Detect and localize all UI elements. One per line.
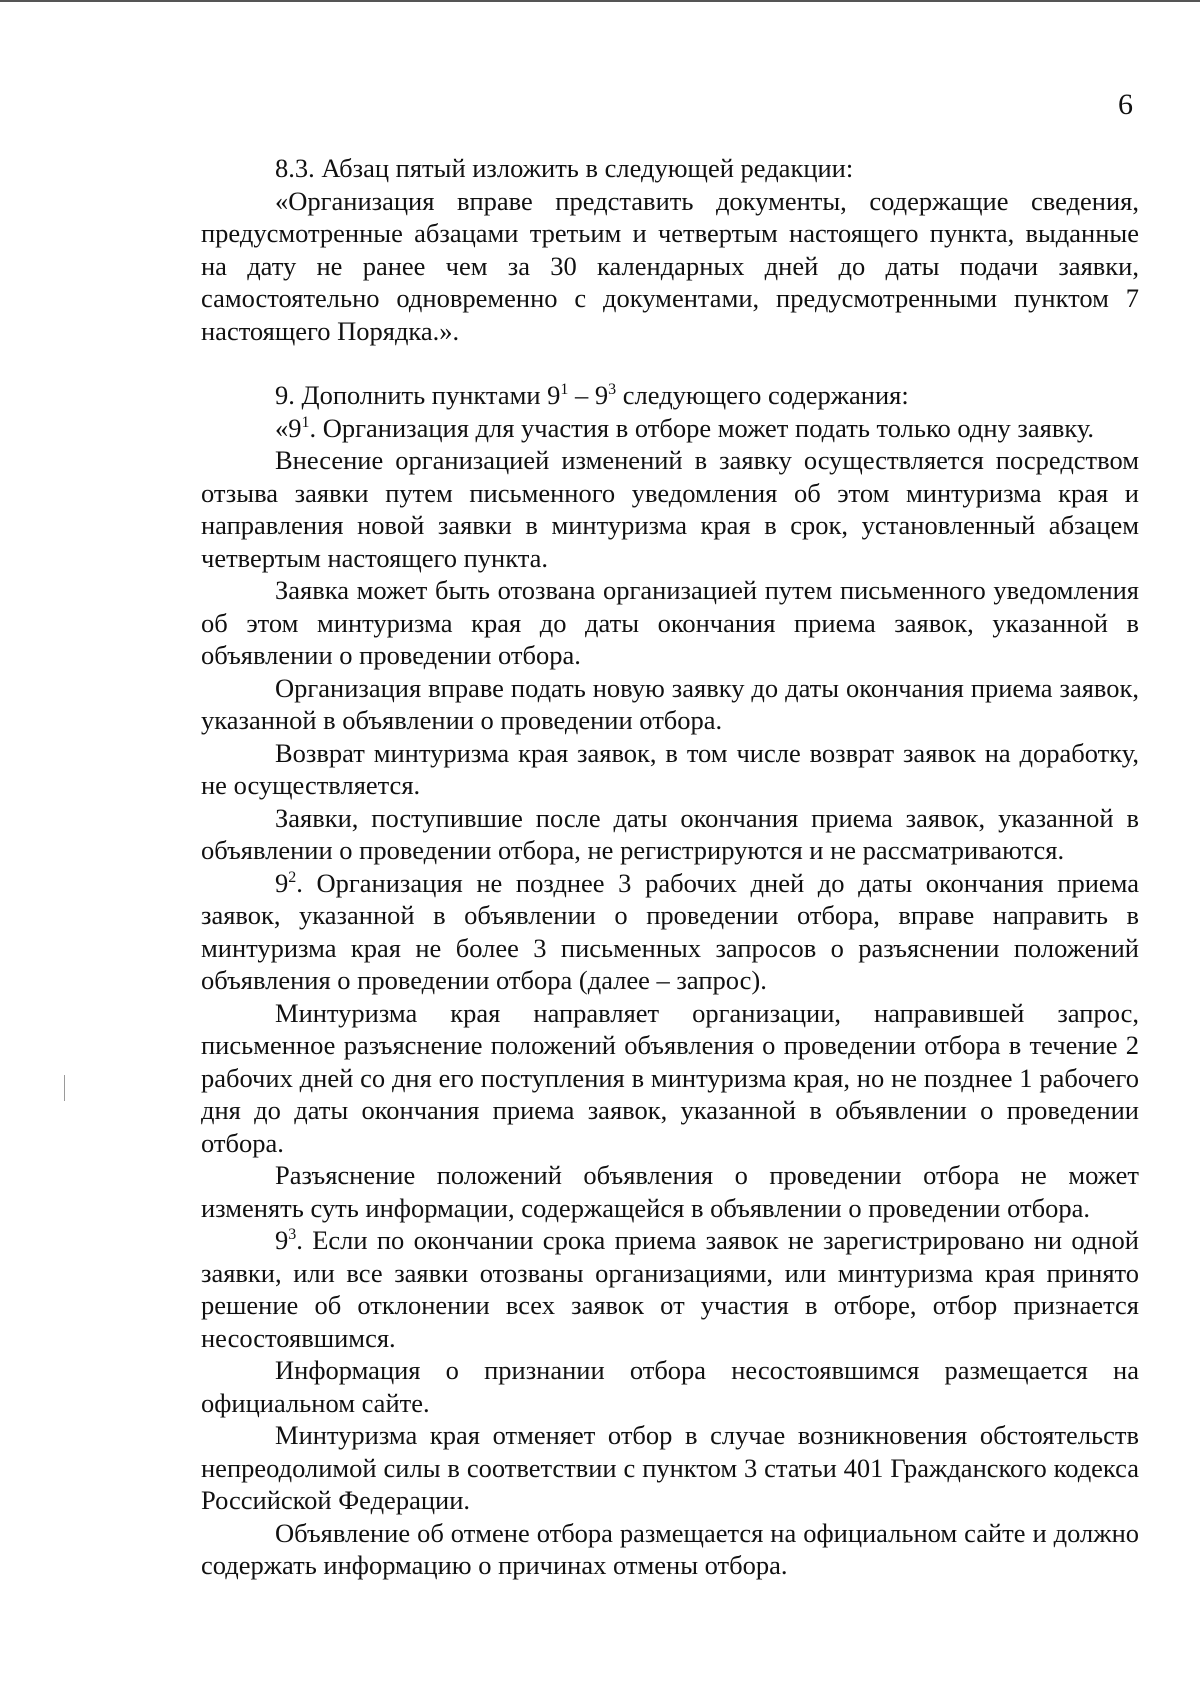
item-9-1-lead bbox=[201, 412, 1139, 445]
item-9-3-paragraph: Объявление об отмене отбора размещается на официальном сайте и должно содержать информацию о причинах отмены отбора. bbox=[201, 1517, 1139, 1580]
section-9-heading-sup1: 1 bbox=[560, 381, 569, 398]
item-9-1-text: . Организация для участия в отборе может подать только одну заявку. bbox=[309, 412, 1095, 443]
document-body bbox=[201, 152, 1139, 1582]
item-9-1-paragraph: Заявка может быть отозвана организацией путем письменного уведомления об этом минтуризма края до даты окончания приема заявок, указанной в объявлении о проведении отбора. bbox=[201, 575, 1139, 670]
item-9-1-paragraph: Организация вправе подать новую заявку до даты окончания приема заявок, указанной в объявлении о проведении отбора. bbox=[201, 672, 1139, 735]
item-9-3-paragraph: Информация о признании отбора несостоявшимся размещается на официальном сайте. bbox=[201, 1355, 1139, 1418]
section-9-heading-mid: – 9 bbox=[568, 380, 609, 410]
item-9-1-number: «9 bbox=[275, 412, 302, 443]
item-9-2-superscript: 2 bbox=[288, 868, 297, 886]
item-9-2-paragraph: Разъяснение положений объявления о проведении отбора не может изменять суть информации, содержащейся в объявлении о проведении отбора. bbox=[201, 1160, 1139, 1223]
section-9-heading-pre: 9. Дополнить пунктами 9 bbox=[275, 380, 561, 410]
item-9-2-text: . Организация не позднее 3 рабочих дней до даты окончания приема заявок, указанной в объявлении о проведении отбора, вправе направить в минтуризма края не более 3 письменных запросов о разъяснении положений объявления о проведении отбора (далее – запрос). bbox=[201, 867, 1139, 995]
item-9-2-paragraph: Минтуризма края направляет организации, направившей запрос, письменное разъяснение положений объявления о проведении отбора в течение 2 рабочих дней со дня его поступления в минтуризма края, но не позднее 1 рабочего дня до даты окончания приема заявок, указанной в объявлении о проведении отбора. bbox=[201, 997, 1139, 1158]
scan-top-edge bbox=[0, 0, 1200, 2]
item-9-3-paragraph: Минтуризма края отменяет отбор в случае возникновения обстоятельств непреодолимой силы в соответствии с пунктом 3 статьи 401 Гражданского кодекса Российской Федерации. bbox=[201, 1420, 1139, 1515]
item-9-3-superscript: 3 bbox=[288, 1226, 297, 1243]
section-9-heading-sup2: 3 bbox=[608, 381, 617, 398]
section-9-heading-post: следующего содержания: bbox=[616, 380, 909, 410]
section-9-heading bbox=[201, 379, 1139, 412]
scan-margin-mark bbox=[64, 1075, 65, 1101]
item-9-1-paragraph: Возврат минтуризма края заявок, в том числе возврат заявок на доработку, не осуществляется. bbox=[201, 737, 1139, 800]
section-8-3-heading: 8.3. Абзац пятый изложить в следующей редакции: bbox=[275, 153, 854, 183]
item-9-2-lead bbox=[201, 867, 1139, 997]
item-9-3-text: . Если по окончании срока приема заявок не зарегистрировано ни одной заявки, или все заявки отозваны организациями, или минтуризма края принято решение об отклонении всех заявок от участия в отборе, отбор признается несостоявшимся. bbox=[201, 1225, 1139, 1353]
section-8-3-body: «Организация вправе представить документы, содержащие сведения, предусмотренные абзацами третьим и четвертым настоящего пункта, выданные на дату не ранее чем за 30 календарных дней до даты подачи заявки, самостоятельно одновременно с документами, предусмотренными пунктом 7 настоящего Порядка.». bbox=[201, 185, 1139, 346]
item-9-3-number: 9 bbox=[275, 1225, 289, 1255]
item-9-2-number: 9 bbox=[275, 867, 289, 898]
item-9-1-paragraph: Внесение организацией изменений в заявку осуществляется посредством отзыва заявки путем письменного уведомления об этом минтуризма края и направления новой заявки в минтуризма края в срок, установленный абзацем четвертым настоящего пункта. bbox=[201, 445, 1139, 573]
page-number: 6 bbox=[1118, 88, 1133, 121]
item-9-1-superscript: 1 bbox=[301, 413, 310, 431]
item-9-1-paragraph: Заявки, поступившие после даты окончания приема заявок, указанной в объявлении о проведении отбора, не регистрируются и не рассматриваются. bbox=[201, 802, 1139, 865]
item-9-3-lead bbox=[201, 1224, 1139, 1354]
